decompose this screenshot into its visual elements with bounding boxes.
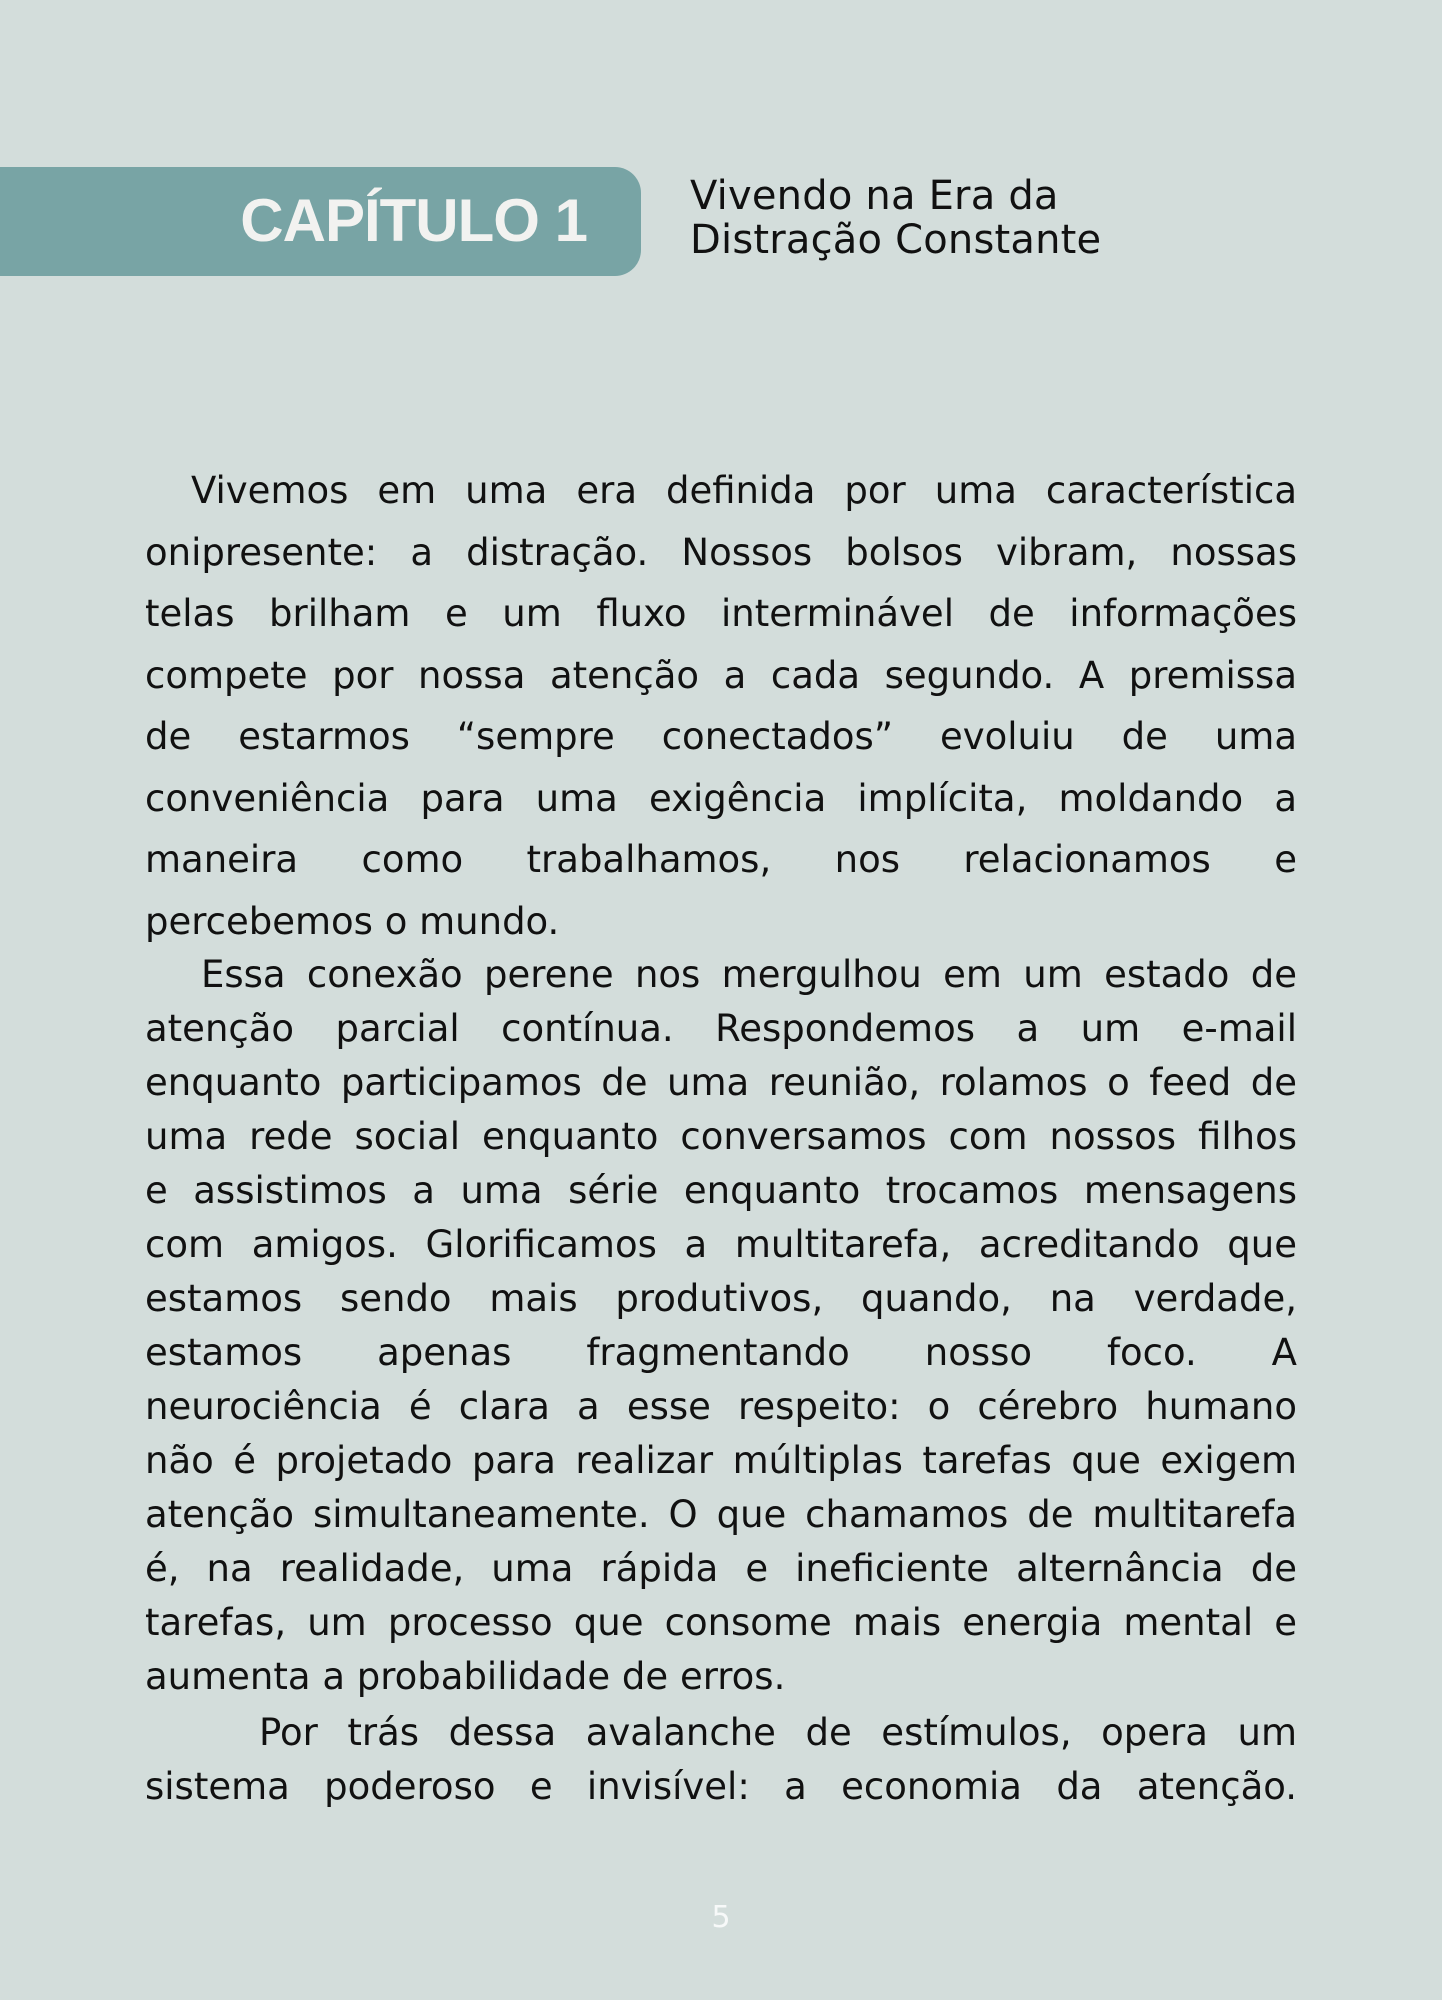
text-line: com amigos. Glorificamos a multitarefa, acreditando que (145, 1223, 1297, 1266)
text-line: onipresente: a distração. Nossos bolsos vibram, nossas (145, 530, 1297, 574)
text-line: sistema poderoso e invisível: a economia da atenção. (145, 1765, 1297, 1808)
chapter-label: CAPÍTULO 1 (240, 187, 587, 254)
text-line: conveniência para uma exigência implícita, moldando a (145, 776, 1297, 820)
paragraph-2 (145, 948, 1297, 1704)
chapter-title (690, 174, 1101, 262)
text-line: tarefas, um processo que consome mais energia mental e (145, 1601, 1297, 1644)
text-line: e assistimos a uma série enquanto trocamos mensagens (145, 1169, 1297, 1212)
paragraph-1 (145, 460, 1297, 952)
text-line: enquanto participamos de uma reunião, rolamos o feed de (145, 1061, 1297, 1104)
text-line: de estarmos “sempre conectados” evoluiu de uma (145, 715, 1297, 758)
chapter-title-line: Distração Constante (690, 217, 1102, 263)
text-line: Essa conexão perene nos mergulhou em um estado de (201, 953, 1297, 996)
text-line: estamos apenas fragmentando nosso foco. A (145, 1331, 1297, 1374)
text-line: maneira como trabalhamos, nos relacionamos e (145, 838, 1297, 881)
text-line: Por trás dessa avalanche de estímulos, opera um (259, 1711, 1297, 1754)
text-line: Vivemos em uma era definida por uma característica (191, 469, 1297, 512)
text-line: não é projetado para realizar múltiplas tarefas que exigem (145, 1439, 1297, 1482)
text-line: telas brilham e um fluxo interminável de informações (145, 592, 1297, 635)
chapter-banner (0, 167, 641, 276)
text-line: percebemos o mundo. (145, 899, 560, 943)
paragraph-3 (145, 1706, 1297, 1814)
chapter-title-line: Vivendo na Era da (690, 173, 1059, 219)
text-line: estamos sendo mais produtivos, quando, na verdade, (145, 1277, 1297, 1320)
page-number: 5 (711, 1900, 731, 1935)
text-line: compete por nossa atenção a cada segundo. A premissa (145, 653, 1297, 697)
text-line: aumenta a probabilidade de erros. (145, 1655, 786, 1698)
text-line: atenção simultaneamente. O que chamamos de multitarefa (145, 1493, 1297, 1536)
text-line: é, na realidade, uma rápida e ineficiente alternância de (145, 1547, 1297, 1590)
text-line: uma rede social enquanto conversamos com nossos filhos (145, 1115, 1297, 1158)
text-line: neurociência é clara a esse respeito: o cérebro humano (145, 1385, 1297, 1428)
text-line: atenção parcial contínua. Respondemos a um e-mail (145, 1007, 1297, 1050)
